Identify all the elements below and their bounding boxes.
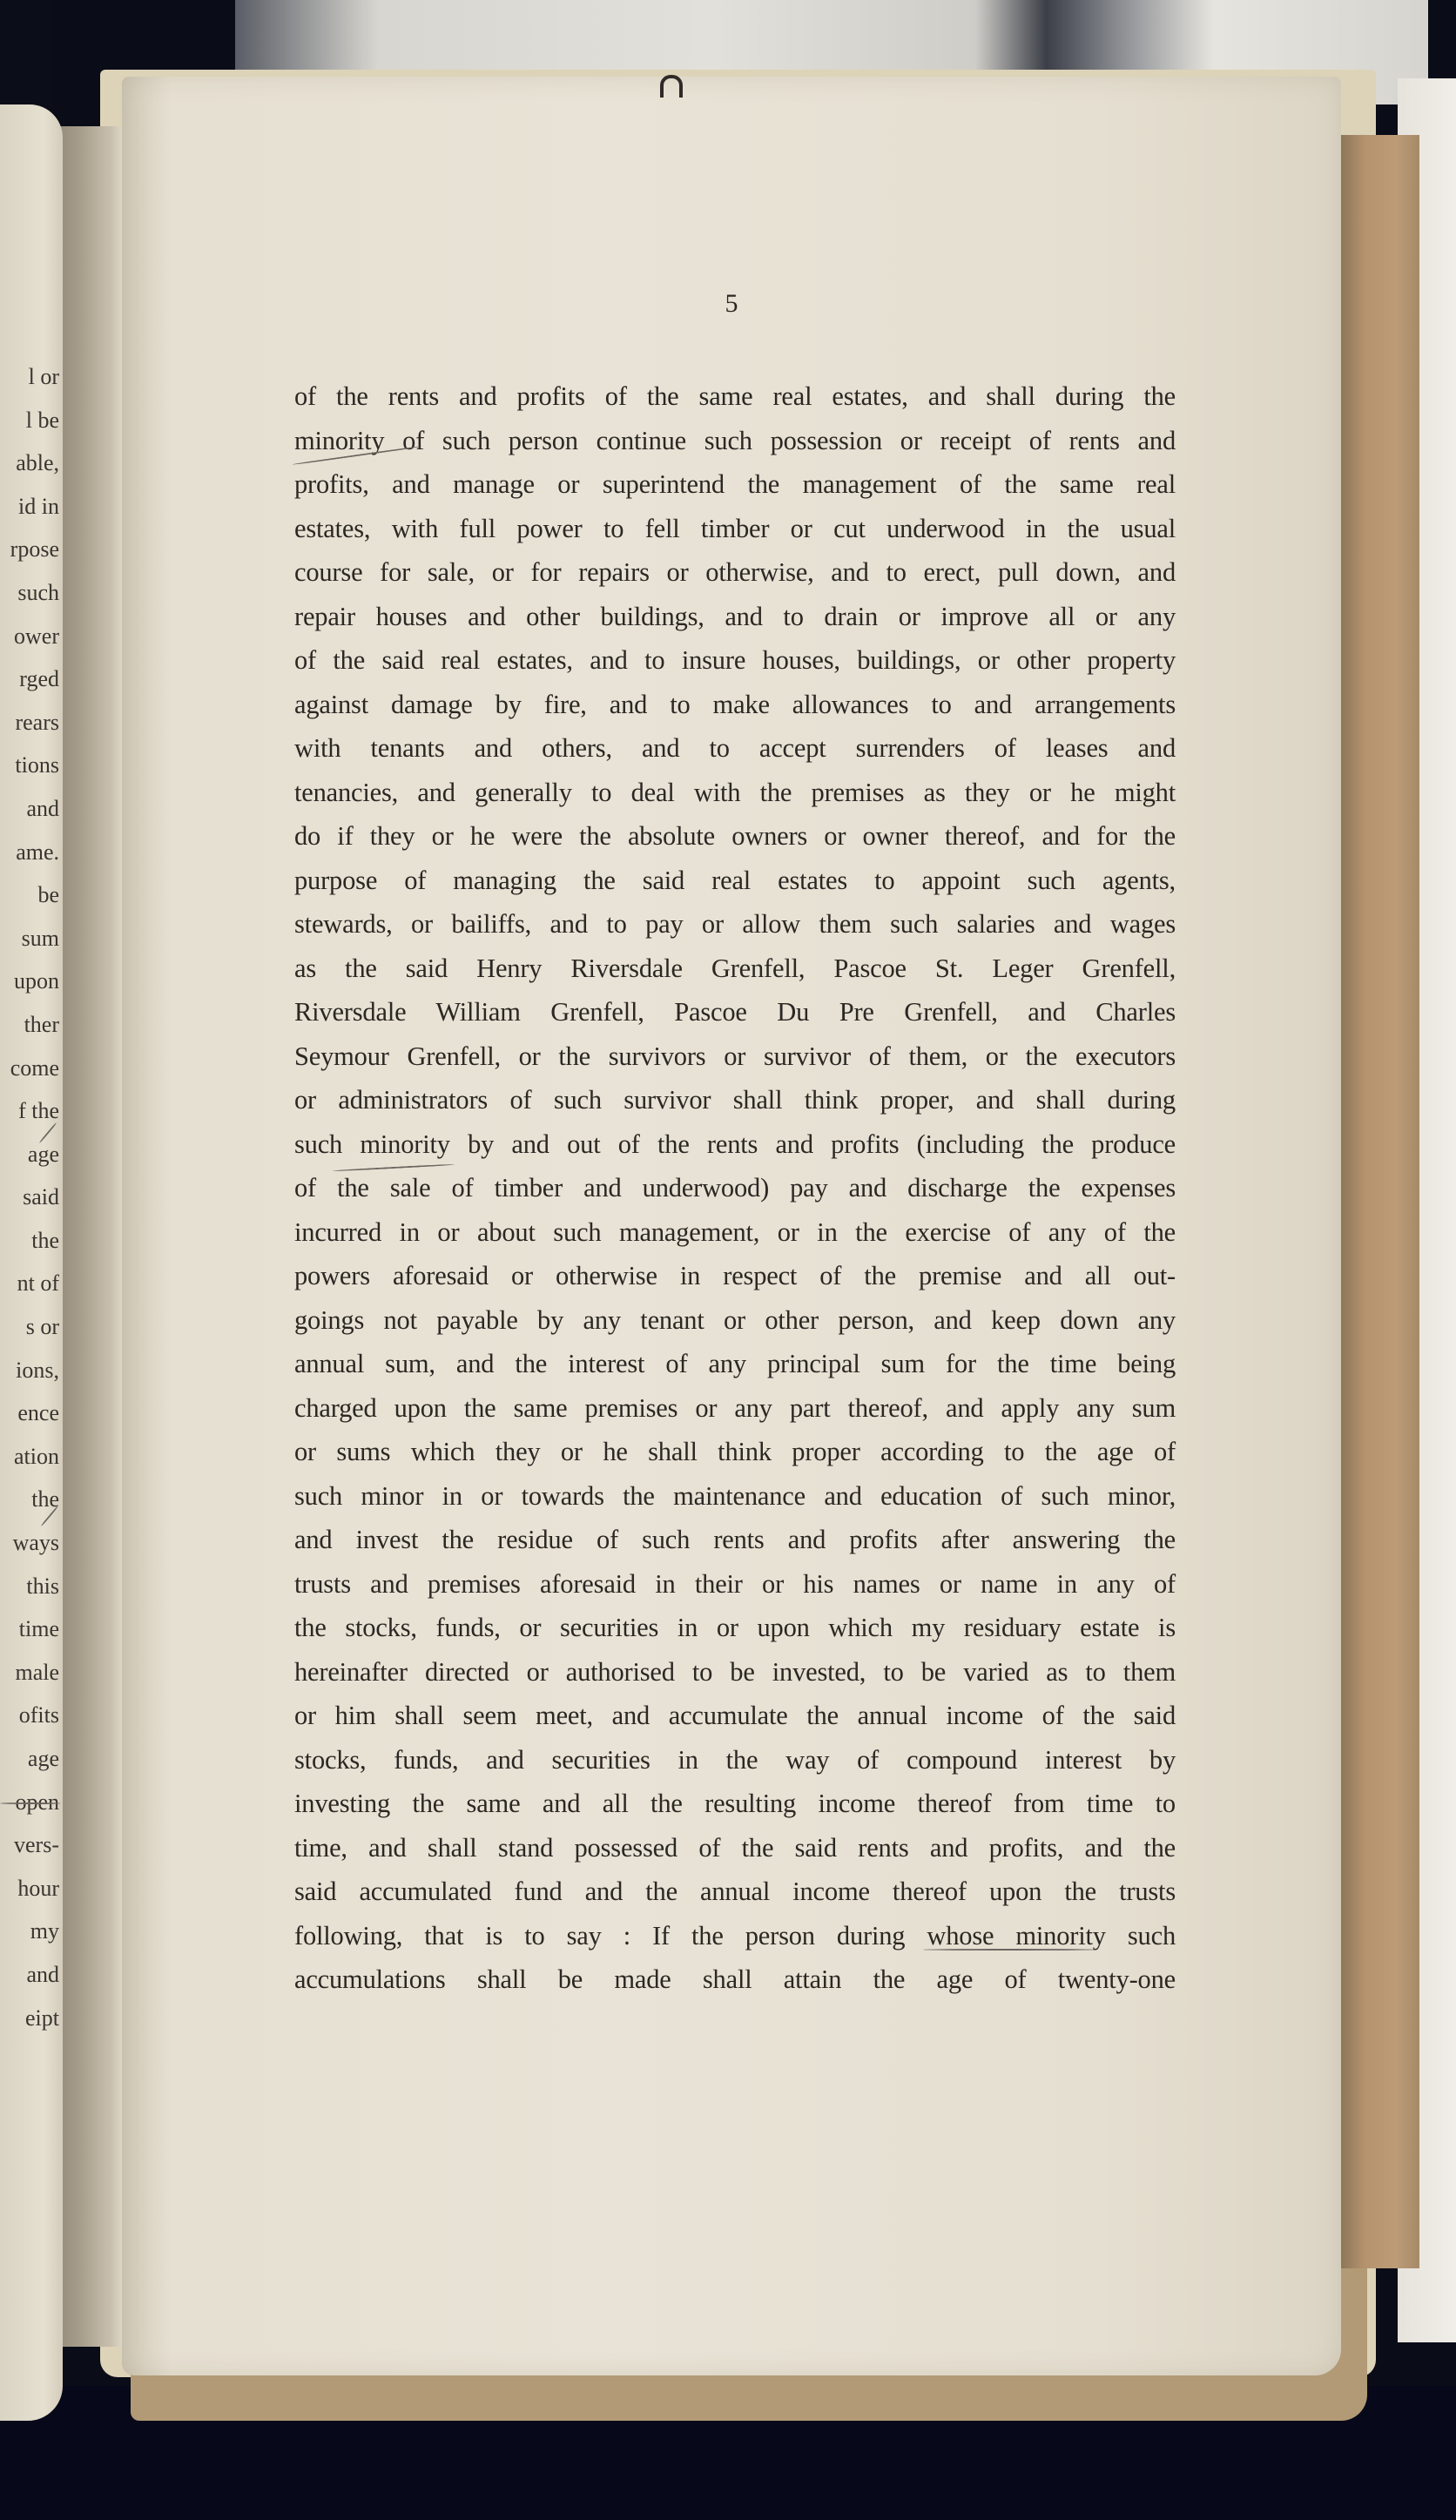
- previous-page-line-fragment: time: [18, 1616, 59, 1642]
- previous-page-line-fragment: s or: [25, 1314, 59, 1340]
- text-line: incurred in or about such management, or in the exercise of any of the: [294, 1216, 1176, 1247]
- page-number: 5: [725, 289, 738, 318]
- previous-page-line-fragment: able,: [16, 450, 59, 476]
- previous-page-line-fragment: ofits: [18, 1702, 59, 1728]
- text-line: investing the same and all the resulting income thereof from time to: [294, 1789, 1176, 1818]
- text-line: or him shall seem meet, and accumulate the annual income of the said: [294, 1701, 1176, 1730]
- previous-page-line-fragment: upon: [14, 968, 59, 994]
- previous-page-line-fragment: and: [26, 1961, 59, 1987]
- previous-page-line-fragment: l or: [28, 364, 59, 389]
- previous-page-line-fragment: age: [27, 1746, 59, 1771]
- previous-page-line-fragment: ways: [12, 1530, 59, 1556]
- text-line: against damage by fire, and to make allowances to and arrangements: [294, 689, 1176, 719]
- text-line: as the said Henry Riversdale Grenfell, Pascoe St. Leger Grenfell,: [294, 953, 1176, 983]
- previous-page-text: [2, 355, 59, 2039]
- text-line: time, and shall stand possessed of the said rents and profits, and the: [294, 1832, 1176, 1863]
- previous-page-line-fragment: eipt: [25, 2005, 59, 2031]
- previous-page-line-fragment: the: [31, 1486, 59, 1513]
- previous-page-line-fragment: open: [15, 1789, 59, 1815]
- text-line: such minority by and out of the rents and profits (including the produce: [294, 1129, 1176, 1159]
- previous-page-line-fragment: and: [26, 795, 59, 821]
- text-line: stewards, or bailiffs, and to pay or allow them such salaries and wages: [294, 909, 1176, 939]
- previous-page-line-fragment: ower: [14, 623, 59, 649]
- previous-page-line-fragment: f the: [18, 1098, 59, 1124]
- text-line: trusts and premises aforesaid in their or his names or name in any of: [294, 1568, 1176, 1599]
- text-line: following, that is to say : If the person during whose minority such: [294, 1920, 1176, 1951]
- binding-clip-icon: [660, 75, 683, 98]
- pencil-underline: [923, 1949, 1097, 1951]
- text-line: the stocks, funds, or securities in or upon which my residuary estate is: [294, 1613, 1176, 1642]
- text-line: with tenants and others, and to accept surrenders of leases and: [294, 733, 1176, 763]
- text-line: minority of such person continue such possession or receipt of rents and: [294, 425, 1176, 455]
- text-line: stocks, funds, and securities in the way of compound interest by: [294, 1744, 1176, 1775]
- previous-page-line-fragment: ther: [24, 1011, 59, 1037]
- previous-page-line-fragment: age: [27, 1141, 59, 1167]
- previous-page-line-fragment: id in: [18, 493, 59, 519]
- text-line: do if they or he were the absolute owners or owner thereof, and for the: [294, 821, 1176, 851]
- previous-page-line-fragment: tions: [15, 752, 59, 778]
- text-line: annual sum, and the interest of any principal sum for the time being: [294, 1349, 1176, 1378]
- previous-page-line-fragment: rpose: [10, 536, 59, 563]
- previous-page-line-fragment: be: [37, 882, 59, 908]
- previous-page-line-fragment: such: [17, 579, 59, 605]
- previous-page-line-fragment: the: [31, 1227, 59, 1253]
- previous-page-line-fragment: ation: [14, 1443, 59, 1469]
- text-line: of the rents and profits of the same real estates, and shall during the: [294, 381, 1176, 411]
- previous-page-line-fragment: male: [15, 1659, 59, 1685]
- body-text: [294, 374, 1176, 2002]
- previous-page-line-fragment: said: [23, 1184, 59, 1210]
- previous-page-line-fragment: l be: [25, 407, 59, 433]
- text-line: and invest the residue of such rents and profits after answering the: [294, 1525, 1176, 1554]
- previous-page-line-fragment: ame.: [16, 839, 59, 865]
- previous-page-line-fragment: nt of: [17, 1270, 59, 1297]
- text-line: such minor in or towards the maintenance and education of such minor,: [294, 1480, 1176, 1511]
- previous-page-line-fragment: rged: [19, 666, 59, 692]
- previous-page-line-fragment: ence: [17, 1400, 59, 1426]
- previous-page-line-fragment: sum: [21, 925, 59, 951]
- text-line: course for sale, or for repairs or otherwise, and to erect, pull down, and: [294, 557, 1176, 587]
- text-line: of the sale of timber and underwood) pay and discharge the expenses: [294, 1173, 1176, 1203]
- previous-page-line-fragment: come: [10, 1054, 59, 1081]
- text-line: or administrators of such survivor shall think proper, and shall during: [294, 1085, 1176, 1115]
- brown-card-strip: [1341, 135, 1419, 2268]
- previous-page-line-fragment: ions,: [16, 1357, 59, 1383]
- text-line: powers aforesaid or otherwise in respect of the premise and all out-: [294, 1261, 1176, 1290]
- text-line: Riversdale William Grenfell, Pascoe Du Pre Grenfell, and Charles: [294, 997, 1176, 1027]
- text-line: estates, with full power to fell timber or cut underwood in the usual: [294, 513, 1176, 543]
- previous-page-line-fragment: vers-: [14, 1832, 59, 1858]
- text-line: tenancies, and generally to deal with the premises as they or he might: [294, 777, 1176, 807]
- text-line: or sums which they or he shall think proper according to the age of: [294, 1437, 1176, 1466]
- pencil-underline: [0, 1802, 61, 1804]
- text-line: hereinafter directed or authorised to be invested, to be varied as to them: [294, 1656, 1176, 1687]
- previous-page-line-fragment: this: [26, 1573, 59, 1599]
- text-line: accumulations shall be made shall attain the age of twenty-one: [294, 1964, 1176, 1994]
- text-line: of the said real estates, and to insure houses, buildings, or other property: [294, 645, 1176, 675]
- text-line: profits, and manage or superintend the management of the same real: [294, 469, 1176, 499]
- text-line: purpose of managing the said real estates to appoint such agents,: [294, 865, 1176, 895]
- text-line: said accumulated fund and the annual income thereof upon the trusts: [294, 1877, 1176, 1906]
- text-line: repair houses and other buildings, and to drain or improve all or any: [294, 601, 1176, 631]
- text-line: goings not payable by any tenant or other person, and keep down any: [294, 1304, 1176, 1335]
- previous-page-line-fragment: hour: [17, 1875, 59, 1901]
- text-line: Seymour Grenfell, or the survivors or survivor of them, or the executors: [294, 1041, 1176, 1071]
- previous-page-line-fragment: rears: [15, 709, 59, 735]
- text-line: charged upon the same premises or any part thereof, and apply any sum: [294, 1392, 1176, 1423]
- previous-page-line-fragment: my: [30, 1918, 59, 1944]
